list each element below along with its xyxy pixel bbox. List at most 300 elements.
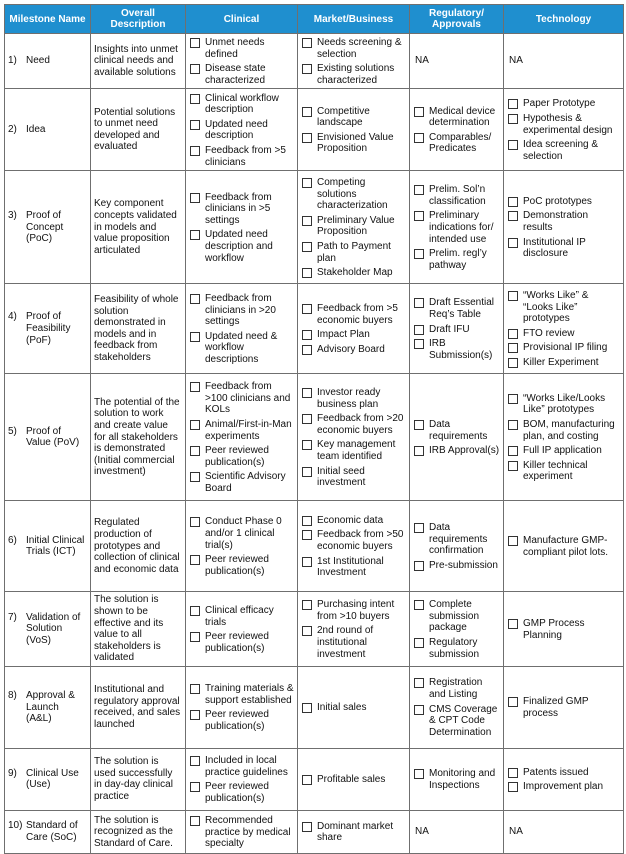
checklist-item-label: Peer reviewed publication(s)	[205, 709, 269, 733]
checklist-item-label: Updated need description and workflow	[205, 229, 273, 264]
checkbox-icon	[414, 638, 424, 648]
checkbox-icon	[302, 216, 312, 226]
checkbox-icon	[508, 461, 518, 471]
checkbox-icon	[190, 94, 200, 104]
checkbox-icon	[190, 38, 200, 48]
checkbox-icon	[302, 330, 312, 340]
checkbox-icon	[302, 38, 312, 48]
checklist-item-label: CMS Coverage & CPT Code Determination	[429, 703, 498, 738]
checkbox-icon	[190, 64, 200, 74]
checklist-item-label: Peer reviewed publication(s)	[205, 554, 269, 577]
checkbox-icon	[302, 467, 312, 477]
market-business-cell	[298, 34, 410, 89]
clinical-cell	[186, 374, 298, 501]
milestone-row	[5, 748, 624, 810]
checklist-item	[189, 293, 294, 328]
checklist-item	[507, 237, 620, 260]
checklist-item	[413, 419, 500, 442]
checklist-item	[189, 381, 294, 416]
milestone-number: 10)	[8, 820, 23, 832]
checkbox-icon	[190, 420, 200, 430]
checklist-item	[301, 63, 406, 86]
checkbox-icon	[508, 291, 518, 301]
checklist-item-label: GMP Process Planning	[523, 618, 585, 641]
milestone-name-cell	[5, 748, 91, 810]
checklist-item-label: Preliminary indications for/ intended use	[429, 210, 494, 245]
overall-description: Insights into unmet clinical needs and available solutions	[94, 43, 178, 78]
checklist-item	[301, 241, 406, 264]
checklist-item	[507, 328, 620, 340]
checkbox-icon	[302, 440, 312, 450]
checklist-item	[189, 815, 294, 850]
checklist-item	[189, 145, 294, 168]
checklist-item-label: Feedback from >20 economic buyers	[317, 413, 404, 436]
checklist-item	[413, 599, 500, 634]
checklist-item	[301, 466, 406, 489]
overall-description: Key component concepts validated in models and value proposition articulated	[94, 198, 177, 256]
overall-description: The solution is used successfully in day-day clinical practice	[94, 756, 173, 803]
checklist-item-label: Prelim. Sol’n classification	[429, 184, 486, 207]
checklist-item	[507, 445, 620, 457]
checkbox-icon	[414, 107, 424, 117]
checklist-item-label: Full IP application	[523, 445, 602, 457]
checklist-item-label: Data requirements	[429, 418, 488, 442]
checkbox-icon	[414, 211, 424, 221]
overall-description: Institutional and regulatory approval received, and sales launched	[94, 684, 181, 731]
clinical-cell	[186, 810, 298, 853]
checkbox-icon	[302, 388, 312, 398]
description-cell	[91, 171, 186, 284]
overall-description: Potential solutions to unmet need developed and evaluated	[94, 106, 176, 153]
technology-na: NA	[509, 826, 523, 838]
checklist-item	[413, 338, 500, 361]
checklist-item-label: Killer Experiment	[523, 357, 599, 369]
checklist-item-label: Prelim. regl’y pathway	[429, 248, 487, 271]
checklist-item	[189, 331, 294, 366]
checklist-item	[189, 119, 294, 142]
checklist-item	[507, 139, 620, 162]
checklist-item-label: Included in local practice guidelines	[205, 755, 288, 778]
clinical-cell	[186, 666, 298, 748]
checkbox-icon	[508, 782, 518, 792]
checklist-item	[189, 516, 294, 551]
market-business-cell	[298, 810, 410, 853]
market-business-cell	[298, 374, 410, 501]
checklist-item	[189, 37, 294, 60]
checklist-item-label: Needs screening & selection	[317, 37, 402, 60]
checklist-item	[301, 529, 406, 552]
checklist-item-label: Monitoring and Inspections	[429, 768, 496, 791]
description-cell	[91, 374, 186, 501]
checkbox-icon	[302, 557, 312, 567]
checklist-item	[507, 210, 620, 233]
checklist-item	[301, 439, 406, 462]
milestone-number: 7)	[8, 611, 17, 623]
checkbox-icon	[508, 358, 518, 368]
overall-description: The potential of the solution to work and create value for all stakeholders is demonstrated (Initial commercial investment)	[94, 396, 180, 478]
milestone-name: Proof of Concept (PoC)	[26, 209, 64, 245]
milestone-name-cell	[5, 34, 91, 89]
checklist-item	[413, 560, 500, 572]
regulatory-cell	[410, 666, 504, 748]
checklist-item	[189, 192, 294, 227]
milestone-name: Standard of Care (SoC)	[26, 820, 78, 843]
checklist-item	[189, 554, 294, 577]
checklist-item-label: IRB Approval(s)	[429, 445, 500, 457]
checklist-item-label: Disease state characterized	[205, 63, 266, 86]
header-technology: Technology	[504, 5, 624, 34]
checklist-item-label: Profitable sales	[317, 774, 386, 786]
checklist-item	[413, 106, 500, 129]
checklist-item	[301, 599, 406, 622]
milestone-row	[5, 810, 624, 853]
checklist-item-label: Path to Payment plan	[317, 240, 391, 264]
regulatory-cell	[410, 374, 504, 501]
checkbox-icon	[508, 329, 518, 339]
checkbox-icon	[414, 523, 424, 533]
checkbox-icon	[508, 768, 518, 778]
checkbox-icon	[190, 120, 200, 130]
checklist-item	[413, 132, 500, 155]
milestone-name: Initial Clinical Trials (ICT)	[26, 534, 85, 558]
checklist-item-label: “Works Like” & “Looks Like” prototypes	[523, 290, 589, 325]
checklist-item	[413, 637, 500, 660]
milestone-row	[5, 171, 624, 284]
market-business-cell	[298, 501, 410, 592]
milestone-name: Idea	[26, 124, 46, 136]
checkbox-icon	[302, 107, 312, 117]
checklist-item-label: Stakeholder Map	[317, 267, 393, 279]
description-cell	[91, 89, 186, 171]
milestone-name-cell	[5, 284, 91, 374]
checklist-item-label: Paper Prototype	[523, 98, 596, 110]
description-cell	[91, 284, 186, 374]
checklist-item-label: Unmet needs defined	[205, 37, 265, 60]
milestone-row	[5, 592, 624, 667]
checklist-item-label: Envisioned Value Proposition	[317, 131, 394, 155]
checklist-item	[507, 419, 620, 442]
checkbox-icon	[302, 626, 312, 636]
checklist-item-label: Finalized GMP process	[523, 696, 589, 719]
technology-cell	[504, 592, 624, 667]
checklist-item	[189, 605, 294, 628]
checklist-item	[301, 37, 406, 60]
checkbox-icon	[190, 446, 200, 456]
checklist-item-label: Peer reviewed publication(s)	[205, 781, 269, 805]
regulatory-cell	[410, 284, 504, 374]
checklist-item	[189, 229, 294, 264]
checklist-item-label: Manufacture GMP-compliant pilot lots.	[523, 535, 609, 558]
checklist-item	[301, 821, 406, 844]
checklist-item-label: Clinical efficacy trials	[205, 604, 274, 628]
checklist-item-label: BOM, manufacturing plan, and costing	[523, 418, 615, 442]
header-clinical: Clinical	[186, 5, 298, 34]
milestone-name: Proof of Value (PoV)	[26, 425, 80, 449]
checklist-item	[301, 702, 406, 714]
checkbox-icon	[508, 343, 518, 353]
checklist-item	[413, 445, 500, 457]
checklist-item-label: Draft Essential Req’s Table	[429, 297, 495, 320]
checklist-item-label: Initial seed investment	[317, 465, 366, 489]
milestone-number: 6)	[8, 534, 17, 546]
checkbox-icon	[414, 420, 424, 430]
checklist-item	[189, 445, 294, 468]
market-business-cell	[298, 666, 410, 748]
checkbox-icon	[508, 238, 518, 248]
checkbox-icon	[302, 133, 312, 143]
checklist-item	[189, 631, 294, 654]
checkbox-icon	[414, 325, 424, 335]
milestone-number: 2)	[8, 124, 17, 136]
checklist-item-label: Recommended practice by medical specialty	[205, 815, 291, 850]
regulatory-na: NA	[415, 826, 429, 838]
checklist-item	[189, 93, 294, 116]
checkbox-icon	[190, 756, 200, 766]
description-cell	[91, 501, 186, 592]
checkbox-icon	[414, 298, 424, 308]
checkbox-icon	[414, 561, 424, 571]
milestone-name-cell	[5, 501, 91, 592]
checklist-item	[189, 419, 294, 442]
description-cell	[91, 666, 186, 748]
checkbox-icon	[190, 294, 200, 304]
regulatory-cell	[410, 592, 504, 667]
checklist-item-label: Medical device determination	[429, 105, 496, 129]
checklist-item-label: Dominant market share	[317, 820, 394, 844]
milestone-name: Approval & Launch (A&L)	[26, 690, 75, 725]
checklist-item-label: Clinical workflow description	[205, 92, 279, 116]
checklist-item	[507, 460, 620, 483]
milestone-row	[5, 501, 624, 592]
checklist-item-label: Demonstration results	[523, 210, 589, 234]
checklist-item-label: Conduct Phase 0 and/or 1 clinical trial(s)	[205, 516, 282, 551]
description-cell	[91, 810, 186, 853]
checklist-item	[507, 767, 620, 779]
checklist-item	[301, 303, 406, 326]
checklist-item	[301, 344, 406, 356]
clinical-cell	[186, 34, 298, 89]
checklist-item-label: Peer reviewed publication(s)	[205, 631, 269, 654]
checkbox-icon	[190, 193, 200, 203]
header-regulatory-approvals: Regulatory/ Approvals	[410, 5, 504, 34]
milestone-name-cell	[5, 374, 91, 501]
milestone-name: Clinical Use (Use)	[26, 767, 79, 791]
checkbox-icon	[190, 710, 200, 720]
checkbox-icon	[508, 140, 518, 150]
checkbox-icon	[190, 230, 200, 240]
clinical-cell	[186, 748, 298, 810]
checklist-item	[301, 413, 406, 436]
checkbox-icon	[508, 197, 518, 207]
milestone-name-cell	[5, 89, 91, 171]
checklist-item	[301, 329, 406, 341]
checkbox-icon	[302, 414, 312, 424]
checklist-item-label: Investor ready business plan	[317, 387, 381, 410]
header-row	[5, 5, 624, 34]
checklist-item	[507, 342, 620, 354]
technology-cell	[504, 34, 624, 89]
checklist-item	[189, 781, 294, 804]
checklist-item-label: Feedback from >5 economic buyers	[317, 303, 398, 326]
checklist-item-label: Regulatory submission	[429, 636, 480, 660]
checklist-item	[413, 184, 500, 207]
checklist-item-label: Idea screening & selection	[523, 139, 599, 162]
checklist-item-label: PoC prototypes	[523, 195, 592, 207]
milestone-name-cell	[5, 171, 91, 284]
checkbox-icon	[302, 516, 312, 526]
checkbox-icon	[190, 782, 200, 792]
checkbox-icon	[414, 446, 424, 456]
checkbox-icon	[414, 185, 424, 195]
checklist-item	[189, 63, 294, 86]
checklist-item	[507, 696, 620, 719]
clinical-cell	[186, 592, 298, 667]
technology-cell	[504, 284, 624, 374]
checklist-item-label: Draft IFU	[429, 323, 470, 335]
checkbox-icon	[302, 304, 312, 314]
checkbox-icon	[190, 146, 200, 156]
checkbox-icon	[302, 64, 312, 74]
checklist-item-label: IRB Submission(s)	[429, 338, 493, 361]
regulatory-cell	[410, 748, 504, 810]
checkbox-icon	[190, 684, 200, 694]
checklist-item-label: Patents issued	[523, 766, 589, 778]
regulatory-na: NA	[415, 55, 429, 67]
checklist-item	[413, 297, 500, 320]
checklist-item-label: Advisory Board	[317, 343, 385, 355]
technology-na: NA	[509, 55, 523, 67]
checkbox-icon	[302, 345, 312, 355]
checklist-item	[413, 704, 500, 739]
checkbox-icon	[414, 705, 424, 715]
checklist-item-label: Comparables/ Predicates	[429, 131, 492, 155]
clinical-cell	[186, 89, 298, 171]
checkbox-icon	[414, 249, 424, 259]
checkbox-icon	[190, 606, 200, 616]
checkbox-icon	[302, 242, 312, 252]
checklist-item	[507, 618, 620, 641]
checklist-item-label: Pre-submission	[429, 559, 498, 571]
milestone-number: 5)	[8, 425, 17, 437]
checklist-item	[413, 248, 500, 271]
milestone-number: 9)	[8, 767, 17, 779]
checkbox-icon	[190, 332, 200, 342]
market-business-cell	[298, 171, 410, 284]
regulatory-cell	[410, 810, 504, 853]
checklist-item	[301, 177, 406, 212]
header-milestone-name: Milestone Name	[5, 5, 91, 34]
milestone-number: 8)	[8, 690, 17, 702]
checklist-item	[507, 196, 620, 208]
checklist-item-label: Hypothesis & experimental design	[523, 112, 613, 136]
milestone-row	[5, 666, 624, 748]
checklist-item	[507, 290, 620, 325]
checkbox-icon	[302, 268, 312, 278]
header-market-business: Market/Business	[298, 5, 410, 34]
clinical-cell	[186, 284, 298, 374]
checklist-item	[413, 522, 500, 557]
milestone-row	[5, 284, 624, 374]
checklist-item-label: Registration and Listing	[429, 677, 483, 701]
checklist-item-label: Competitive landscape	[317, 105, 370, 129]
milestones-table	[4, 4, 624, 854]
technology-cell	[504, 666, 624, 748]
checkbox-icon	[190, 632, 200, 642]
checklist-item-label: Improvement plan	[523, 781, 604, 793]
checkbox-icon	[508, 420, 518, 430]
checkbox-icon	[414, 133, 424, 143]
checklist-item	[189, 683, 294, 706]
checklist-item	[507, 113, 620, 136]
overall-description: Regulated production of prototypes and collection of clinical and economic data	[94, 517, 180, 575]
checkbox-icon	[302, 822, 312, 832]
checklist-item	[301, 774, 406, 786]
technology-cell	[504, 374, 624, 501]
checklist-item-label: Feedback from clinicians in >20 settings	[205, 293, 276, 328]
checklist-item	[301, 215, 406, 238]
checklist-item	[413, 677, 500, 700]
checklist-item-label: FTO review	[523, 327, 575, 339]
checkbox-icon	[302, 703, 312, 713]
checklist-item	[301, 556, 406, 579]
checkbox-icon	[508, 697, 518, 707]
description-cell	[91, 748, 186, 810]
checklist-item-label: Economic data	[317, 514, 384, 526]
milestone-number: 1)	[8, 55, 17, 67]
checklist-item-label: Competing solutions characterization	[317, 177, 388, 212]
regulatory-cell	[410, 89, 504, 171]
regulatory-cell	[410, 501, 504, 592]
checklist-item-label: Initial sales	[317, 702, 367, 714]
checklist-item-label: Killer technical experiment	[523, 459, 588, 483]
checklist-item-label: Purchasing intent from >10 buyers	[317, 599, 395, 622]
checklist-item-label: Feedback from >100 clinicians and KOLs	[205, 381, 291, 416]
checklist-item-label: Peer reviewed publication(s)	[205, 445, 269, 468]
checkbox-icon	[508, 446, 518, 456]
checkbox-icon	[302, 178, 312, 188]
overall-description: Feasibility of whole solution demonstrated in models and in feedback from stakeholders	[94, 294, 179, 364]
checklist-item-label: Impact Plan	[317, 329, 370, 341]
checklist-item-label: Existing solutions characterized	[317, 63, 395, 86]
header-overall-description: Overall Description	[91, 5, 186, 34]
checkbox-icon	[508, 211, 518, 221]
checklist-item-label: “Works Like/Looks Like” prototypes	[523, 392, 606, 416]
checklist-item	[301, 132, 406, 155]
milestone-row	[5, 89, 624, 171]
milestone-name: Proof of Feasibility (PoF)	[26, 311, 71, 346]
checklist-item-label: Feedback from clinicians in >5 settings	[205, 191, 272, 226]
milestone-name-cell	[5, 810, 91, 853]
milestone-number: 3)	[8, 209, 17, 221]
checkbox-icon	[302, 775, 312, 785]
checklist-item-label: Updated need description	[205, 118, 268, 142]
checklist-item	[301, 106, 406, 129]
checklist-item	[507, 535, 620, 558]
checklist-item-label: 2nd round of institutional investment	[317, 625, 374, 660]
overall-description: The solution is recognized as the Standard of Care.	[94, 814, 173, 849]
checkbox-icon	[508, 394, 518, 404]
technology-cell	[504, 89, 624, 171]
checklist-item	[413, 324, 500, 336]
checklist-item-label: 1st Institutional Investment	[317, 555, 384, 579]
checkbox-icon	[190, 472, 200, 482]
checklist-item	[507, 781, 620, 793]
checklist-item	[301, 387, 406, 410]
checkbox-icon	[190, 517, 200, 527]
checklist-item-label: Preliminary Value Proposition	[317, 214, 395, 238]
checklist-item-label: Complete submission package	[429, 599, 480, 634]
checklist-item	[301, 515, 406, 527]
